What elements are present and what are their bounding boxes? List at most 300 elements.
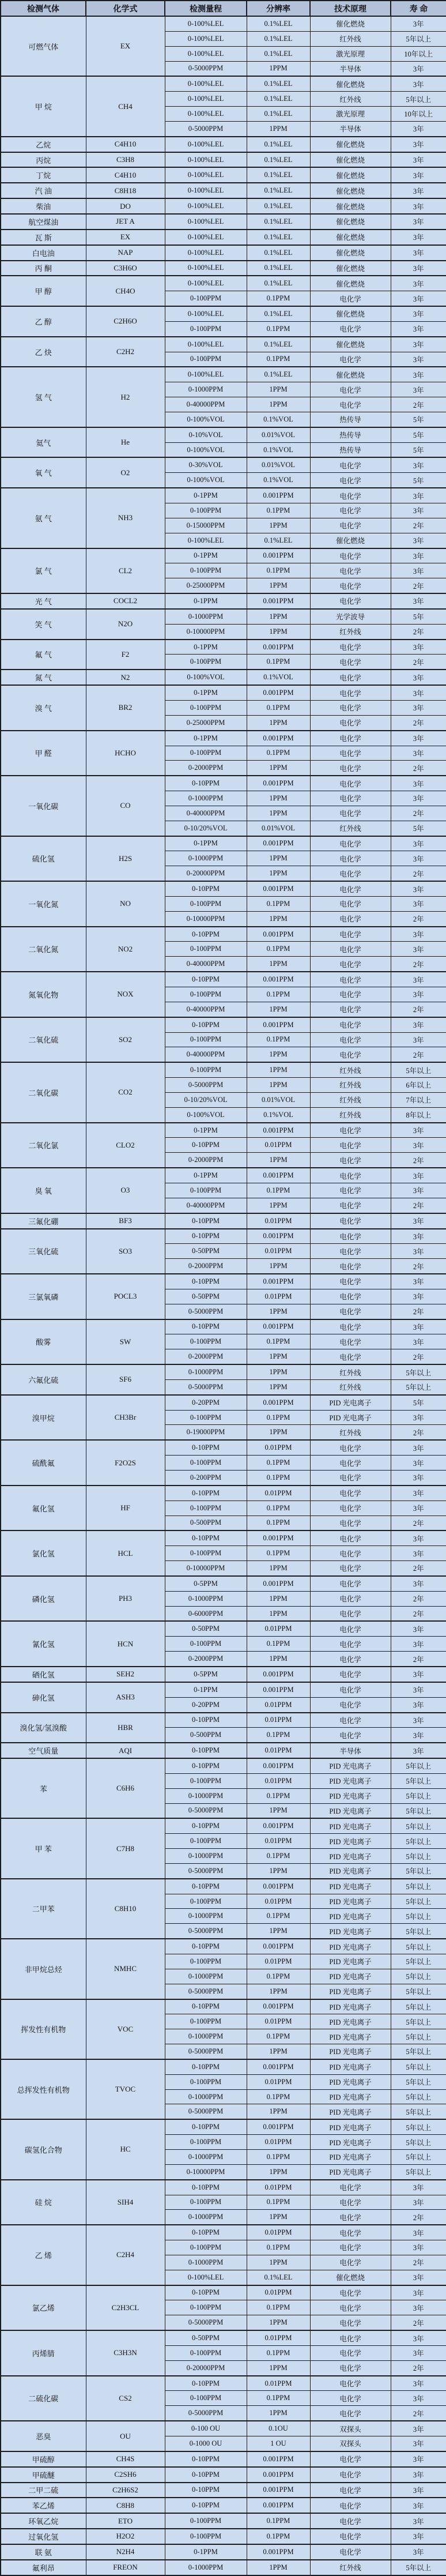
formula-cell: JET A: [86, 214, 165, 230]
lifespan-cell: 3年: [391, 152, 446, 168]
lifespan-cell: 3年: [391, 1032, 446, 1047]
range-cell: 0-10PPM: [165, 2225, 247, 2240]
principle-cell: PID 光电离子: [310, 2089, 391, 2104]
lifespan-cell: 5年以上: [391, 1849, 446, 1864]
gas-name-cell: 二氧化硫: [1, 1017, 86, 1063]
resolution-cell: 0.01PPM: [247, 1621, 310, 1636]
lifespan-cell: 3年: [391, 1530, 446, 1545]
principle-cell: 电化学: [310, 503, 391, 518]
column-header-lifespan: 寿 命: [391, 1, 446, 16]
principle-cell: 电化学: [310, 866, 391, 881]
principle-cell: 催化燃烧: [310, 337, 391, 352]
formula-cell: HCL: [86, 1530, 165, 1576]
principle-cell: PID 光电离子: [310, 1999, 391, 2014]
range-cell: 0-100%LEL: [165, 2270, 247, 2285]
formula-cell: N2: [86, 670, 165, 685]
table-row: [1, 1758, 446, 1773]
formula-cell: H2: [86, 367, 165, 427]
gas-name-cell: 氯化氢: [1, 1530, 86, 1576]
resolution-cell: 0.001PPM: [247, 2451, 310, 2467]
gas-name-cell: 联 氨: [1, 2544, 86, 2560]
lifespan-cell: 2年: [391, 1153, 446, 1168]
range-cell: 0-200PPM: [165, 1471, 247, 1486]
lifespan-cell: 2年: [391, 2360, 446, 2375]
range-cell: 0-5000PPM: [165, 1078, 247, 1093]
resolution-cell: 1PPM: [247, 61, 310, 76]
lifespan-cell: 2年: [391, 1304, 446, 1319]
resolution-cell: 0.001PPM: [247, 1395, 310, 1410]
gas-name-cell: 磷化氢: [1, 1576, 86, 1622]
range-cell: 0-10000PPM: [165, 624, 247, 639]
lifespan-cell: 3年: [391, 731, 446, 746]
table-row: [1, 836, 446, 851]
range-cell: 0-40000PPM: [165, 1198, 247, 1213]
table-row: [1, 367, 446, 382]
resolution-cell: 0.1%VOL: [247, 670, 310, 685]
range-cell: 0-100PPM: [165, 2513, 247, 2529]
resolution-cell: 0.01%VOL: [247, 427, 310, 442]
column-header-resolution: 分辨率: [247, 1, 310, 16]
resolution-cell: 0.001PPM: [247, 593, 310, 609]
resolution-cell: 0.1%LEL: [247, 306, 310, 321]
formula-cell: DO: [86, 198, 165, 214]
resolution-cell: 0.1PPM: [247, 700, 310, 715]
range-cell: 0-5000PPM: [165, 1379, 247, 1394]
resolution-cell: 1PPM: [247, 1379, 310, 1394]
table-row: [1, 2560, 446, 2575]
lifespan-cell: 3年: [391, 1471, 446, 1486]
formula-cell: NMHC: [86, 1939, 165, 1999]
resolution-cell: 0.001PPM: [247, 2544, 310, 2560]
principle-cell: 红外线: [310, 1425, 391, 1440]
resolution-cell: 1PPM: [247, 2360, 310, 2375]
lifespan-cell: 2年: [391, 911, 446, 926]
table-row: [1, 137, 446, 152]
resolution-cell: 0.001PPM: [247, 1530, 310, 1545]
gas-name-cell: 苯: [1, 1758, 86, 1818]
principle-cell: 电化学: [310, 382, 391, 397]
lifespan-cell: 2年: [391, 1425, 446, 1440]
resolution-cell: 1PPM: [247, 121, 310, 136]
lifespan-cell: 2年: [391, 578, 446, 593]
range-cell: 0-1PPM: [165, 640, 247, 655]
principle-cell: 电化学: [310, 836, 391, 851]
principle-cell: PID 光电离子: [310, 1834, 391, 1849]
lifespan-cell: 5年以上: [391, 92, 446, 107]
gas-name-cell: 硒化氢: [1, 1667, 86, 1682]
range-cell: 0-25000PPM: [165, 578, 247, 593]
formula-cell: NO2: [86, 927, 165, 972]
range-cell: 0-100PPM: [165, 1334, 247, 1349]
resolution-cell: 0.1PPM: [247, 1788, 310, 1803]
lifespan-cell: 3年: [391, 640, 446, 655]
range-cell: 0-100PPM: [165, 2300, 247, 2315]
formula-cell: SF6: [86, 1364, 165, 1395]
lifespan-cell: 2年: [391, 957, 446, 972]
principle-cell: 电化学: [310, 685, 391, 700]
lifespan-cell: 3年: [391, 1138, 446, 1153]
resolution-cell: 1PPM: [247, 715, 310, 730]
resolution-cell: 0.001PPM: [247, 881, 310, 896]
principle-cell: 催化燃烧: [310, 152, 391, 168]
lifespan-cell: 3年: [391, 291, 446, 306]
principle-cell: 电化学: [310, 1637, 391, 1652]
principle-cell: 红外线: [310, 1107, 391, 1122]
principle-cell: 催化燃烧: [310, 306, 391, 321]
formula-cell: C2H4: [86, 2225, 165, 2285]
table-row: [1, 609, 446, 624]
table-row: [1, 731, 446, 746]
principle-cell: 电化学: [310, 2467, 391, 2483]
range-cell: 0-40000PPM: [165, 1002, 247, 1017]
principle-cell: 电化学: [310, 593, 391, 609]
gas-name-cell: 一氧化氮: [1, 881, 86, 927]
range-cell: 0-100PPM: [165, 503, 247, 518]
lifespan-cell: 3年: [391, 1743, 446, 1758]
lifespan-cell: 3年: [391, 2195, 446, 2210]
table-row: [1, 1017, 446, 1032]
gas-name-cell: 乙烷: [1, 137, 86, 152]
lifespan-cell: 3年: [391, 1486, 446, 1501]
principle-cell: 红外线: [310, 1062, 391, 1077]
range-cell: 0-1000PPM: [165, 2560, 247, 2575]
resolution-cell: 0.01PPM: [247, 1697, 310, 1712]
lifespan-cell: 3年: [391, 685, 446, 700]
range-cell: 0-100PPM: [165, 700, 247, 715]
lifespan-cell: 3年: [391, 2270, 446, 2285]
resolution-cell: 0.1%LEL: [247, 337, 310, 352]
lifespan-cell: 3年: [391, 503, 446, 518]
gas-name-cell: 一氧化碳: [1, 776, 86, 836]
formula-cell: C2H6S2: [86, 2483, 165, 2498]
gas-name-cell: 氢 气: [1, 367, 86, 427]
range-cell: 0-1PPM: [165, 731, 247, 746]
lifespan-cell: 5年以上: [391, 1939, 446, 1954]
lifespan-cell: 2年: [391, 1259, 446, 1274]
resolution-cell: 0.001PPM: [247, 1667, 310, 1682]
range-cell: 0-6000PPM: [165, 1606, 247, 1621]
principle-cell: 电化学: [310, 321, 391, 336]
principle-cell: PID 光电离子: [310, 1758, 391, 1773]
lifespan-cell: 5年: [391, 442, 446, 457]
range-cell: 0-100PPM: [165, 2391, 247, 2406]
lifespan-cell: 5年以上: [391, 2014, 446, 2029]
lifespan-cell: 5年: [391, 609, 446, 624]
gas-name-cell: 三氟化硼: [1, 1213, 86, 1229]
lifespan-cell: 2年: [391, 806, 446, 821]
range-cell: 0-5000PPM: [165, 1984, 247, 1999]
lifespan-cell: 5年以上: [391, 1969, 446, 1984]
formula-cell: O2: [86, 457, 165, 488]
principle-cell: 电化学: [310, 1047, 391, 1062]
resolution-cell: 0.1PPM: [247, 1515, 310, 1530]
lifespan-cell: 5年以上: [391, 1788, 446, 1803]
range-cell: 0-1000PPM: [165, 1849, 247, 1864]
principle-cell: 电化学: [310, 927, 391, 942]
range-cell: 0-19000PPM: [165, 1425, 247, 1440]
resolution-cell: 0.001PPM: [247, 685, 310, 700]
lifespan-cell: 3年: [391, 2330, 446, 2345]
range-cell: 0-1PPM: [165, 685, 247, 700]
principle-cell: PID 光电离子: [310, 1863, 391, 1878]
principle-cell: 电化学: [310, 1606, 391, 1621]
gas-name-cell: 汽 油: [1, 183, 86, 198]
range-cell: 0-40000PPM: [165, 806, 247, 821]
formula-cell: C2H3CL: [86, 2285, 165, 2331]
formula-cell: He: [86, 427, 165, 458]
range-cell: 0-10PPM: [165, 1138, 247, 1153]
formula-cell: SO2: [86, 1017, 165, 1063]
lifespan-cell: 5年以上: [391, 1834, 446, 1849]
table-row: [1, 881, 446, 896]
gas-name-cell: 硫化氢: [1, 836, 86, 882]
table-row: [1, 2529, 446, 2544]
gas-name-cell: 总挥发性有机物: [1, 2059, 86, 2119]
resolution-cell: 0.1PPM: [247, 2029, 310, 2044]
gas-name-cell: 酸雾: [1, 1319, 86, 1365]
lifespan-cell: 7年以上: [391, 1092, 446, 1107]
principle-cell: 催化燃烧: [310, 261, 391, 276]
principle-cell: 电化学: [310, 488, 391, 503]
principle-cell: PID 光电离子: [310, 2059, 391, 2074]
resolution-cell: 1PPM: [247, 578, 310, 593]
column-header-range: 检测量程: [165, 1, 247, 16]
formula-cell: NOX: [86, 972, 165, 1017]
formula-cell: SIH4: [86, 2180, 165, 2225]
range-cell: 0-1000PPM: [165, 1969, 247, 1984]
range-cell: 0-100PPM: [165, 987, 247, 1002]
lifespan-cell: 3年: [391, 2345, 446, 2360]
lifespan-cell: 2年: [391, 1591, 446, 1606]
resolution-cell: 0.1%LEL: [247, 198, 310, 214]
principle-cell: PID 光电离子: [310, 1395, 391, 1410]
principle-cell: 红外线: [310, 1364, 391, 1379]
lifespan-cell: 2年: [391, 866, 446, 881]
resolution-cell: 0.1PPM: [247, 563, 310, 578]
principle-cell: 电化学: [310, 2406, 391, 2421]
resolution-cell: 0.1PPM: [247, 2089, 310, 2104]
resolution-cell: 0.1%LEL: [247, 367, 310, 382]
table-row: [1, 1319, 446, 1334]
formula-cell: O3: [86, 1168, 165, 1213]
formula-cell: N2H4: [86, 2544, 165, 2560]
range-cell: 0-1000PPM: [165, 382, 247, 397]
lifespan-cell: 5年: [391, 427, 446, 442]
lifespan-cell: 5年: [391, 1395, 446, 1410]
gas-name-cell: 丁烷: [1, 167, 86, 183]
principle-cell: 双探头: [310, 2436, 391, 2451]
table-row: [1, 2330, 446, 2345]
principle-cell: 电化学: [310, 1153, 391, 1168]
range-cell: 0-10PPM: [165, 1818, 247, 1833]
table-row: [1, 1530, 446, 1545]
principle-cell: 电化学: [310, 1530, 391, 1545]
range-cell: 0-500PPM: [165, 1728, 247, 1743]
lifespan-cell: 3年: [391, 851, 446, 866]
lifespan-cell: 3年: [391, 670, 446, 685]
principle-cell: PID 光电离子: [310, 1909, 391, 1924]
range-cell: 0-5000PPM: [165, 1803, 247, 1818]
principle-cell: 电化学: [310, 2285, 391, 2300]
resolution-cell: 0.1%LEL: [247, 107, 310, 122]
resolution-cell: 1PPM: [247, 1591, 310, 1606]
resolution-cell: 0.1PPM: [247, 746, 310, 761]
range-cell: 0-50PPM: [165, 2330, 247, 2345]
gas-name-cell: 航空煤油: [1, 214, 86, 230]
principle-cell: 催化燃烧: [310, 245, 391, 261]
lifespan-cell: 3年: [391, 1274, 446, 1289]
resolution-cell: 0.1PPM: [247, 2300, 310, 2315]
formula-cell: CH4O: [86, 276, 165, 306]
formula-cell: NH3: [86, 488, 165, 548]
range-cell: 0-50PPM: [165, 1621, 247, 1636]
resolution-cell: 1PPM: [247, 851, 310, 866]
lifespan-cell: 3年: [391, 700, 446, 715]
table-row: [1, 1062, 446, 1077]
table-row: [1, 261, 446, 276]
range-cell: 0-1000 OU: [165, 2436, 247, 2451]
lifespan-cell: 5年以上: [391, 1062, 446, 1077]
resolution-cell: 0.01PPM: [247, 1289, 310, 1304]
principle-cell: 电化学: [310, 2210, 391, 2225]
lifespan-cell: 5年以上: [391, 1894, 446, 1909]
principle-cell: PID 光电离子: [310, 1954, 391, 1969]
principle-cell: 红外线: [310, 1092, 391, 1107]
lifespan-cell: 8年以上: [391, 1107, 446, 1122]
range-cell: 0-100%LEL: [165, 306, 247, 321]
gas-name-cell: 环氧乙烷: [1, 2513, 86, 2529]
resolution-cell: 1PPM: [247, 1349, 310, 1364]
lifespan-cell: 5年: [391, 412, 446, 427]
principle-cell: 电化学: [310, 397, 391, 412]
principle-cell: 电化学: [310, 1123, 391, 1138]
range-cell: 0-10PPM: [165, 1229, 247, 1244]
resolution-cell: 0.1PPM: [247, 896, 310, 911]
table-row: [1, 927, 446, 942]
lifespan-cell: 3年: [391, 276, 446, 291]
principle-cell: 电化学: [310, 2315, 391, 2330]
principle-cell: 电化学: [310, 291, 391, 306]
principle-cell: 红外线: [310, 1078, 391, 1093]
resolution-cell: 1PPM: [247, 1047, 310, 1062]
resolution-cell: 1PPM: [247, 1606, 310, 1621]
formula-cell: CH4S: [86, 2451, 165, 2467]
resolution-cell: 0.1OU: [247, 2421, 310, 2436]
lifespan-cell: 3年: [391, 261, 446, 276]
range-cell: 0-10PPM: [165, 1530, 247, 1545]
gas-name-cell: 甲硫醇: [1, 2451, 86, 2467]
principle-cell: 催化燃烧: [310, 167, 391, 183]
gas-name-cell: 甲 苯: [1, 1818, 86, 1878]
formula-cell: C4H10: [86, 167, 165, 183]
range-cell: 0-100%LEL: [165, 167, 247, 183]
gas-name-cell: 氮氧化物: [1, 972, 86, 1017]
gas-name-cell: 过氧化氢: [1, 2529, 86, 2544]
principle-cell: 电化学: [310, 1289, 391, 1304]
resolution-cell: 0.001PPM: [247, 1818, 310, 1833]
resolution-cell: 0.1%VOL: [247, 1107, 310, 1122]
table-row: [1, 593, 446, 609]
formula-cell: CLO2: [86, 1123, 165, 1168]
gas-name-cell: 甲硫醚: [1, 2467, 86, 2483]
principle-cell: 电化学: [310, 1244, 391, 1259]
resolution-cell: 0.1PPM: [247, 352, 310, 367]
principle-cell: 红外线: [310, 1379, 391, 1394]
principle-cell: 电化学: [310, 2330, 391, 2345]
range-cell: 0-10000PPM: [165, 911, 247, 926]
principle-cell: 电化学: [310, 2544, 391, 2560]
principle-cell: PID 光电离子: [310, 2135, 391, 2150]
range-cell: 0-100%LEL: [165, 137, 247, 152]
principle-cell: 半导体: [310, 61, 391, 76]
lifespan-cell: 6年以上: [391, 1078, 446, 1093]
lifespan-cell: 3年: [391, 548, 446, 563]
lifespan-cell: 3年: [391, 836, 446, 851]
range-cell: 0-10PPM: [165, 1879, 247, 1894]
principle-cell: 半导体: [310, 1743, 391, 1758]
range-cell: 0-100%LEL: [165, 214, 247, 230]
formula-cell: C2SH6: [86, 2467, 165, 2483]
table-row: [1, 1168, 446, 1183]
range-cell: 0-5000PPM: [165, 1863, 247, 1878]
lifespan-cell: 3年: [391, 2451, 446, 2467]
range-cell: 0-100PPM: [165, 2345, 247, 2360]
range-cell: 0-40000PPM: [165, 1047, 247, 1062]
lifespan-cell: 3年: [391, 2180, 446, 2195]
principle-cell: PID 光电离子: [310, 2074, 391, 2089]
resolution-cell: 1PPM: [247, 1259, 310, 1274]
lifespan-cell: 5年以上: [391, 2029, 446, 2044]
principle-cell: 电化学: [310, 942, 391, 957]
table-row: [1, 245, 446, 261]
formula-cell: N2O: [86, 609, 165, 640]
resolution-cell: 0.01PPM: [247, 1244, 310, 1259]
formula-cell: C6H6: [86, 1758, 165, 1818]
lifespan-cell: 3年: [391, 2483, 446, 2498]
range-cell: 0-1000PPM: [165, 2255, 247, 2270]
resolution-cell: 0.1%LEL: [247, 76, 310, 91]
resolution-cell: 0.1PPM: [247, 2345, 310, 2360]
formula-cell: HF: [86, 1486, 165, 1531]
range-cell: 0-100PPM: [165, 2529, 247, 2544]
lifespan-cell: 3年: [391, 791, 446, 806]
range-cell: 0-1PPM: [165, 836, 247, 851]
principle-cell: 电化学: [310, 2391, 391, 2406]
resolution-cell: 0.001PPM: [247, 1682, 310, 1697]
lifespan-cell: 3年: [391, 563, 446, 578]
formula-cell: CS2: [86, 2376, 165, 2421]
principle-cell: 电化学: [310, 1471, 391, 1486]
resolution-cell: 0.1%LEL: [247, 261, 310, 276]
principle-cell: PID 光电离子: [310, 2164, 391, 2179]
range-cell: 0-2000PPM: [165, 1349, 247, 1364]
range-cell: 0-100PPM: [165, 1637, 247, 1652]
range-cell: 0-1000PPM: [165, 2029, 247, 2044]
principle-cell: 催化燃烧: [310, 214, 391, 230]
principle-cell: 催化燃烧: [310, 16, 391, 31]
resolution-cell: 1PPM: [247, 1078, 310, 1093]
lifespan-cell: 3年: [391, 1213, 446, 1229]
range-cell: 0-10PPM: [165, 1274, 247, 1289]
principle-cell: 电化学: [310, 761, 391, 776]
lifespan-cell: 3年: [391, 16, 446, 31]
lifespan-cell: 2年: [391, 1652, 446, 1667]
principle-cell: 电化学: [310, 1576, 391, 1591]
table-row: [1, 2225, 446, 2240]
resolution-cell: 0.1%LEL: [247, 2270, 310, 2285]
principle-cell: 电化学: [310, 2225, 391, 2240]
resolution-cell: 0.01%VOL: [247, 457, 310, 472]
